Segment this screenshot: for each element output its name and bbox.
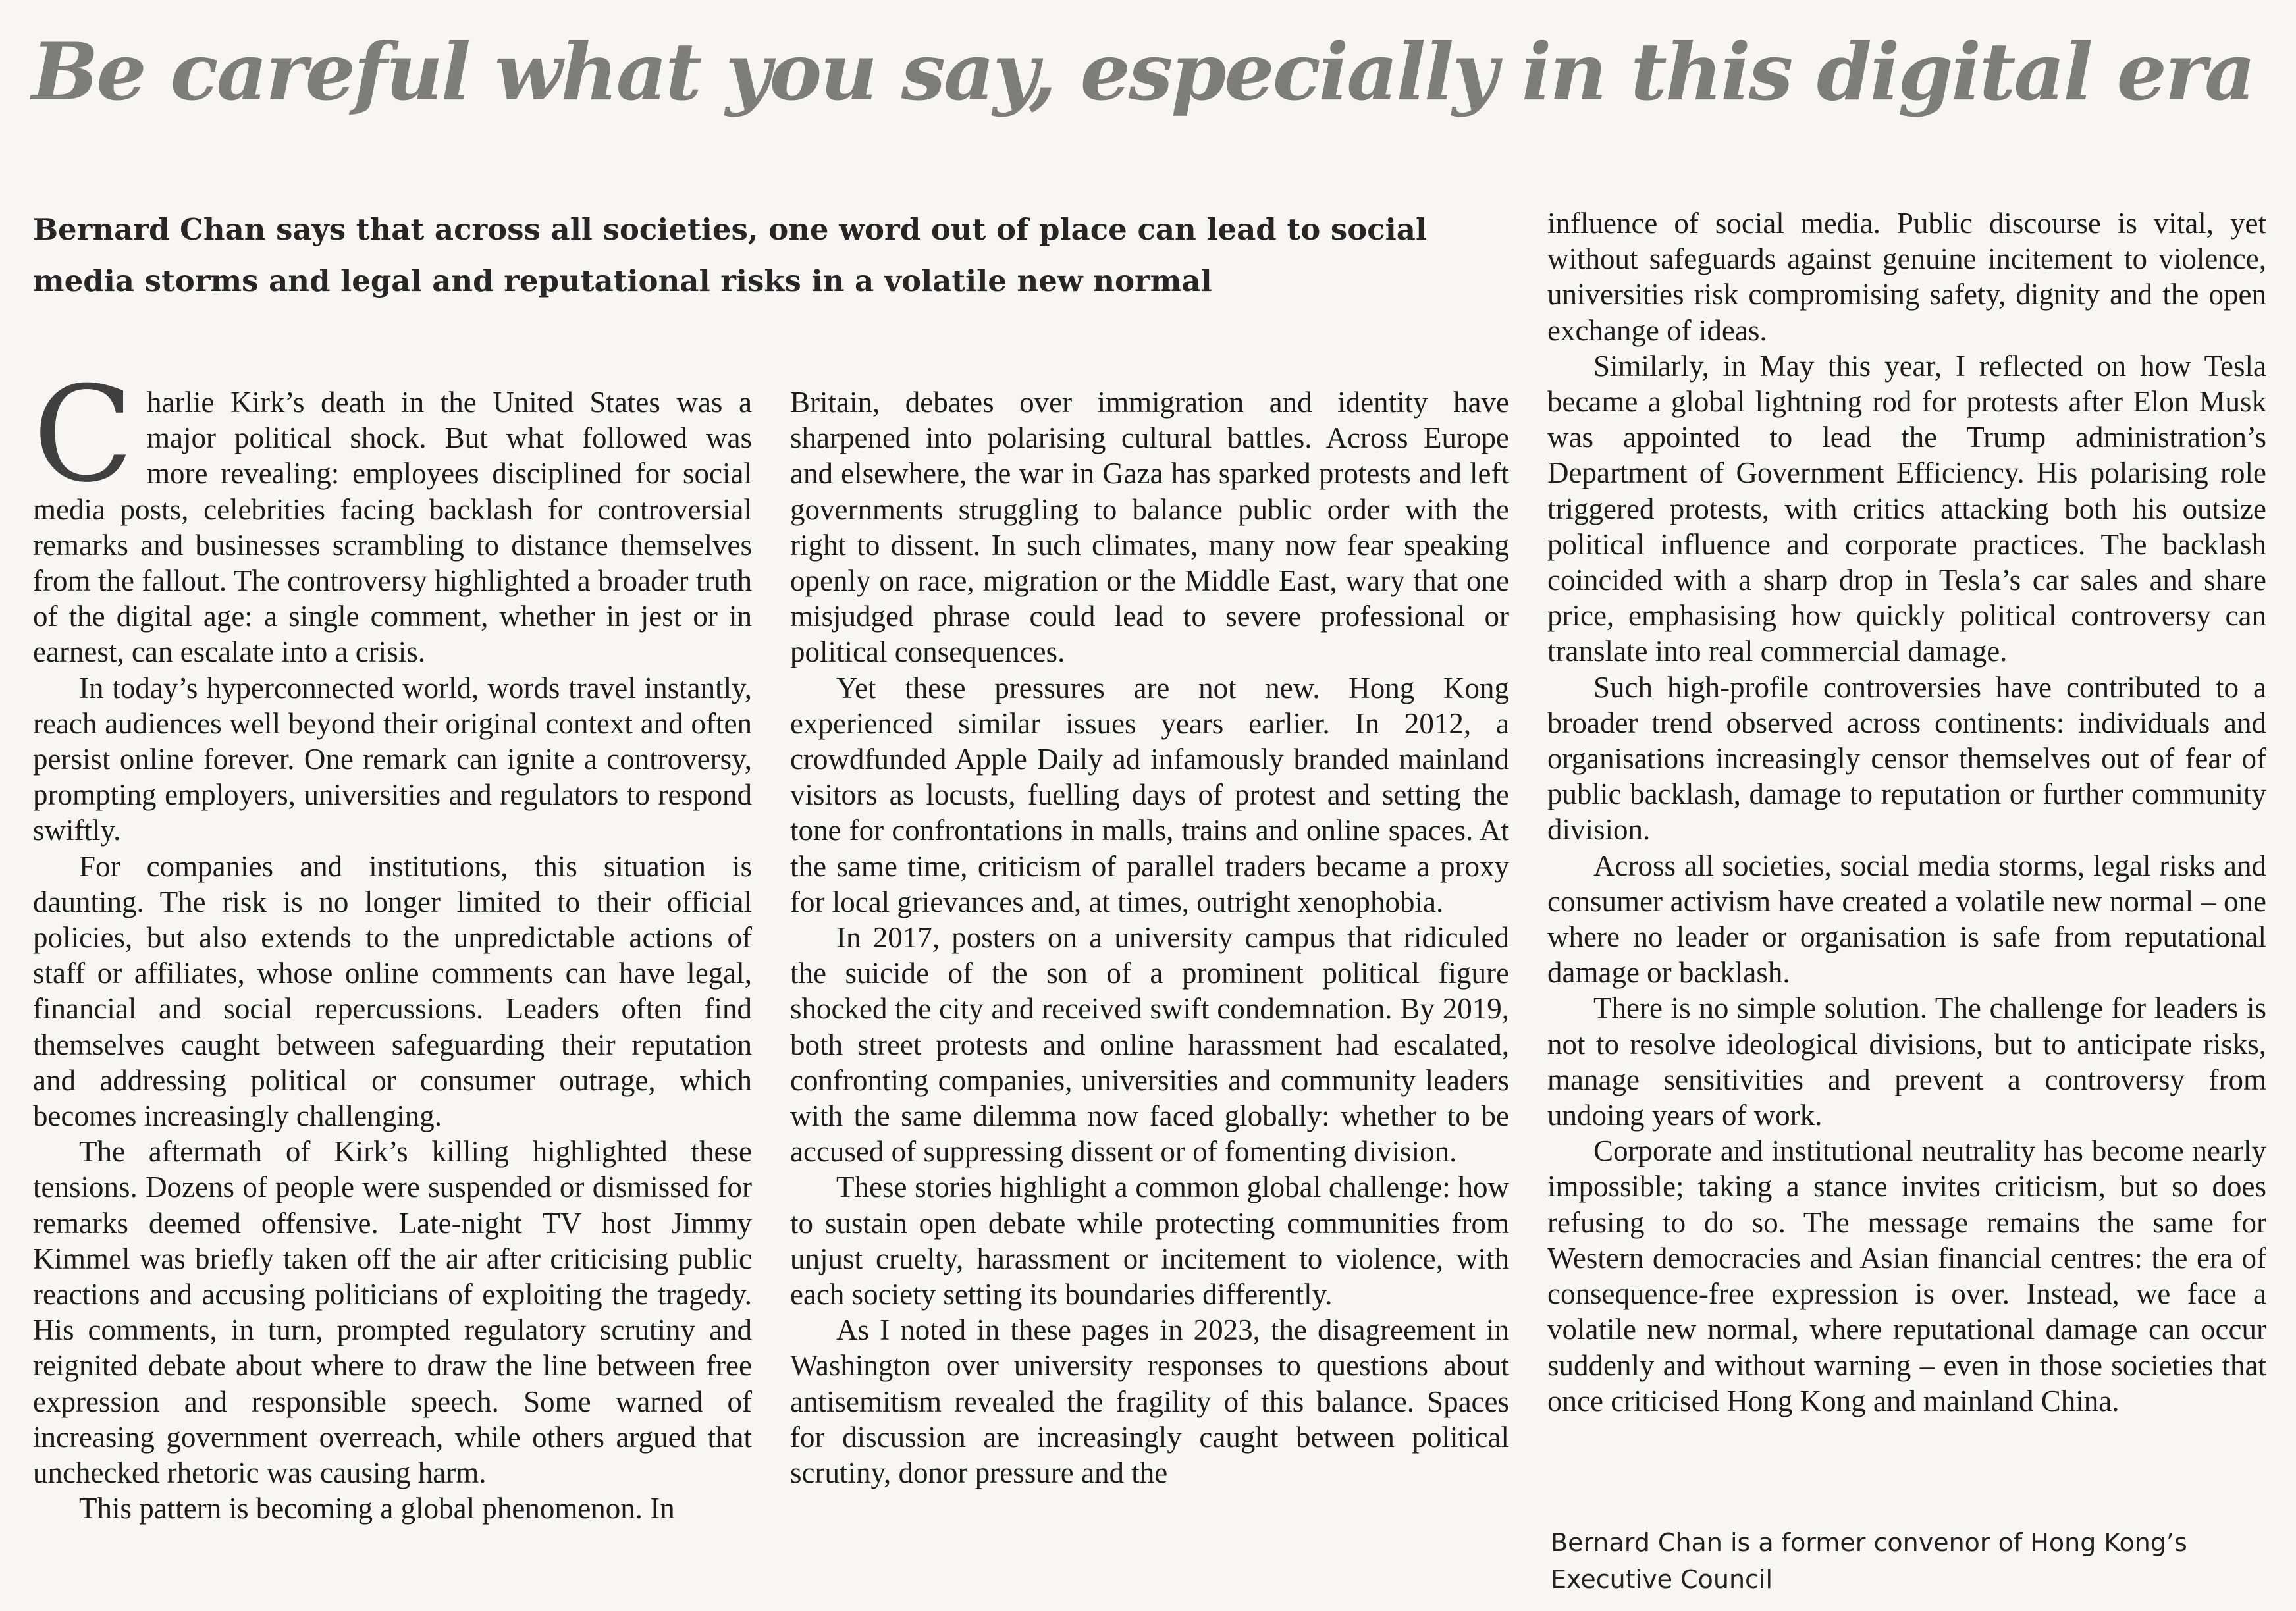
paragraph-continued: Britain, debates over immigration and identity have sharpened into polarising cultural battles. Across Europe and elsewhere, the war in Gaza has sparked protests and left governments struggling to balance public order with the right to dissent. In such climates, many now fear speaking openly on race, migration or the Middle East, wary that one misjudged phrase could lead to severe professional or political consequences. [790, 386, 1509, 669]
paragraph: The aftermath of Kirk’s killing highlighted these tensions. Dozens of people were suspended or dismissed for remarks deemed offensive. Late-night TV host Jimmy Kimmel was briefly taken off the air after criticising public reactions and accusing politicians of exploiting the tragedy. His comments, in turn, prompted regulatory scrutiny and reignited debate about where to draw the line between free expression and responsible speech. Some warned of increasing government overreach, while others argued that unchecked rhetoric was causing harm. [33, 1135, 752, 1490]
drop-cap: C [33, 358, 134, 512]
paragraph: Corporate and institutional neutrality has become nearly impossible; taking a stance invites criticism, but so does refusing to do so. The message remains the same for Western democracies and Asian financial centres: the era of consequence-free expression is over. Instead, we face a volatile new normal, where reputational damage can occur suddenly and without warning – even in those societies that once criticised Hong Kong and mainland China. [1547, 1134, 2266, 1417]
paragraph: Yet these pressures are not new. Hong Kong experienced similar issues years earlier. In 2012, a crowdfunded Apple Daily ad infamously branded mainland visitors as locusts, fuelling days of protest and setting the tone for confrontations in malls, trains and online spaces. At the same time, criticism of parallel traders became a proxy for local grievances and, at times, outright xenophobia. [790, 671, 1509, 918]
paragraph: Similarly, in May this year, I reflected on how Tesla became a global lightning rod for protests after Elon Musk was appointed to lead the Trump administration’s Department of Government Efficiency. His polarising role triggered protests, with critics attacking both his outsize political influence and corporate practices. The backlash coincided with a sharp drop in Tesla’s car sales and share price, emphasising how quickly political controversy can translate into real commercial damage. [1547, 349, 2266, 668]
article-column-3 [1547, 205, 2266, 1419]
article-column-1 [33, 358, 752, 1527]
headline: Be careful what you say, especially in this digital era [32, 26, 2254, 119]
paragraph: There is no simple solution. The challenge for leaders is not to resolve ideological divisions, but to anticipate risks, manage sensitivities and prevent a controversy from undoing years of work. [1547, 991, 2266, 1132]
opening-paragraph [33, 358, 752, 670]
paragraph: In 2017, posters on a university campus that ridiculed the suicide of the son of a prominent political figure shocked the city and received swift condemnation. By 2019, both street protests and online harassment had escalated, confronting companies, universities and community leaders with the same dilemma now faced globally: whether to be accused of suppressing dissent or of fomenting division. [790, 921, 1509, 1169]
paragraph: Such high-profile controversies have contributed to a broader trend observed across continents: individuals and organisations increasingly censor themselves out of fear of public backlash, damage to reputation or further community division. [1547, 670, 2266, 847]
paragraph: This pattern is becoming a global phenomenon. In [79, 1492, 675, 1525]
paragraph-text: harlie Kirk’s death in the United States was a major political shock. But what followed was more revealing: employees disciplined for social media posts, celebrities facing backlash for controversial remarks and businesses scrambling to distance themselves from the fallout. The controversy highlighted a broader truth of the digital age: a single comment, whether in jest or in earnest, can escalate into a crisis. [33, 386, 752, 669]
author-bio: Bernard Chan is a former convenor of Hong Kong’s Executive Council [1551, 1528, 2187, 1594]
paragraph: For companies and institutions, this situation is daunting. The risk is no longer limited to their official policies, but also extends to the unpredictable actions of staff or affiliates, whose online comments can have legal, financial and social repercussions. Leaders often find themselves caught between safeguarding their reputation and addressing political or consumer outrage, which becomes increasingly challenging. [33, 849, 752, 1133]
article-column-2 [790, 384, 1509, 1491]
paragraph: As I noted in these pages in 2023, the disagreement in Washington over university responses to questions about antisemitism revealed the fragility of this balance. Spaces for discussion are increasingly caught between political scrutiny, donor pressure and the [790, 1313, 1509, 1490]
standfirst: Bernard Chan says that across all societies, one word out of place can lead to social media storms and legal and reputational risks in a volatile new normal [33, 212, 1427, 298]
paragraph: In today’s hyperconnected world, words travel instantly, reach audiences well beyond their original context and often persist online forever. One remark can ignite a controversy, prompting employers, universities and regulators to respond swiftly. [33, 671, 752, 847]
paragraph-continued: influence of social media. Public discourse is vital, yet without safeguards against genuine incitement to violence, universities risk compromising safety, dignity and the open exchange of ideas. [1547, 207, 2266, 347]
paragraph: These stories highlight a common global challenge: how to sustain open debate while protecting communities from unjust cruelty, harassment or incitement to violence, with each society setting its boundaries differently. [790, 1171, 1509, 1311]
paragraph: Across all societies, social media storms, legal risks and consumer activism have created a volatile new normal – one where no leader or organisation is safe from reputational damage or backlash. [1547, 849, 2266, 990]
